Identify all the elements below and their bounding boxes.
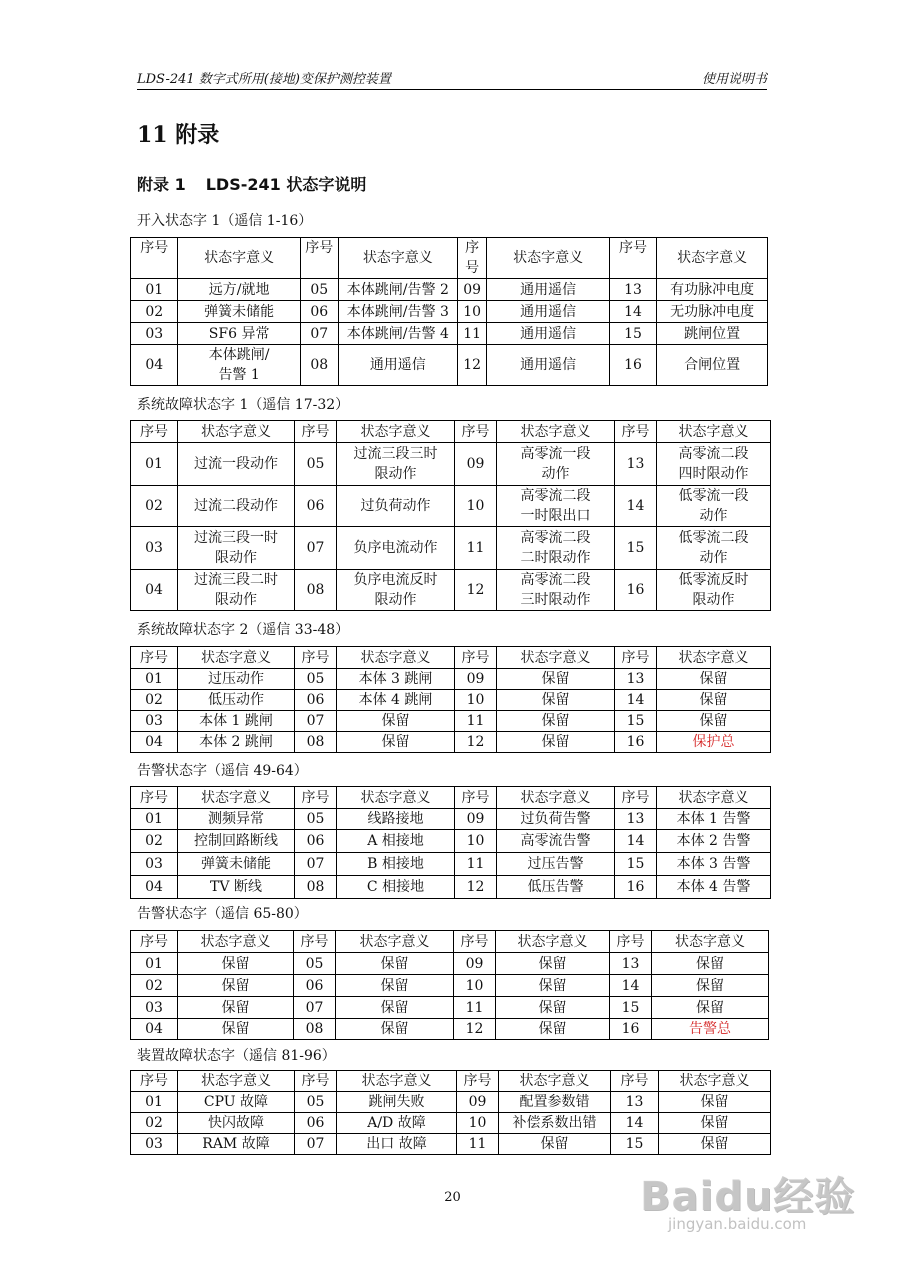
col-header-no: 序号	[295, 647, 337, 669]
col-header-meaning: 状态字意义	[487, 238, 609, 279]
watermark-logo: Baidu经验	[640, 1174, 856, 1220]
status-meaning-cell: 过流一段动作	[178, 443, 295, 486]
status-meaning-cell: 高零流二段 三时限动作	[497, 570, 615, 611]
table-caption: 装置故障状态字（遥信 81-96）	[137, 1048, 336, 1064]
status-meaning-cell: 远方/就地	[178, 279, 300, 301]
status-meaning-cell: 保留	[652, 997, 769, 1019]
row-number-cell: 07	[295, 1134, 337, 1155]
row-number-cell: 04	[131, 732, 178, 753]
status-meaning-cell: 负序电流动作	[337, 527, 455, 570]
status-meaning-cell: 本体 2 告警	[657, 830, 771, 853]
status-meaning-cell: RAM 故障	[178, 1134, 295, 1155]
row-number-cell: 09	[457, 279, 487, 301]
status-meaning-cell: 本体跳闸/ 告警 1	[178, 345, 300, 386]
row-number-cell: 07	[300, 323, 338, 345]
row-number-cell: 08	[295, 876, 337, 899]
table-row	[131, 486, 771, 527]
status-meaning-cell: 高零流告警	[497, 830, 615, 853]
status-meaning-cell: 本体 1 跳闸	[178, 711, 295, 732]
table-caption: 开入状态字 1（遥信 1-16）	[137, 213, 313, 229]
row-number-cell: 08	[295, 732, 337, 753]
status-meaning-cell: 合闸位置	[657, 345, 768, 386]
status-meaning-cell: 保留	[497, 690, 615, 711]
status-meaning-cell: 保留	[659, 1113, 771, 1134]
status-meaning-cell: B 相接地	[337, 853, 455, 876]
col-header-meaning: 状态字意义	[178, 787, 295, 809]
col-header-no: 序号	[131, 647, 178, 669]
col-header-no: 序号	[457, 1071, 499, 1092]
table-row	[131, 527, 771, 570]
col-header-no: 序号	[610, 931, 652, 953]
row-number-cell: 10	[454, 975, 496, 997]
status-meaning-cell: 本体跳闸/告警 4	[338, 323, 457, 345]
status-meaning-cell: 补偿系数出错	[499, 1113, 611, 1134]
col-header-no: 序号	[615, 647, 657, 669]
row-number-cell: 07	[295, 711, 337, 732]
appendix-name: LDS-241 状态字说明	[205, 175, 367, 194]
row-number-cell: 13	[615, 669, 657, 690]
row-number-cell: 08	[294, 1019, 336, 1040]
col-header-no: 序号	[615, 421, 657, 443]
status-meaning-cell: 过流三段三时 限动作	[337, 443, 455, 486]
col-header-no: 序号	[131, 931, 178, 953]
status-meaning-cell: 保留	[499, 1134, 611, 1155]
page-number: 20	[444, 1190, 461, 1205]
status-meaning-cell: 通用遥信	[487, 345, 609, 386]
status-meaning-cell: 保留	[657, 690, 771, 711]
status-meaning-cell: 高零流一段 动作	[497, 443, 615, 486]
col-header-no: 序号	[131, 421, 178, 443]
status-meaning-cell: 跳闸失败	[337, 1092, 457, 1113]
row-number-cell: 05	[295, 443, 337, 486]
col-header-meaning: 状态字意义	[178, 421, 295, 443]
status-word-table	[130, 1070, 771, 1155]
col-header-meaning: 状态字意义	[657, 787, 771, 809]
row-number-cell: 02	[131, 301, 178, 323]
status-meaning-cell: 保留	[337, 732, 455, 753]
row-number-cell: 07	[294, 997, 336, 1019]
col-header-meaning: 状态字意义	[657, 647, 771, 669]
col-header-meaning: 状态字意义	[652, 931, 769, 953]
row-number-cell: 04	[131, 876, 178, 899]
col-header-no: 序号	[300, 238, 338, 279]
row-number-cell: 10	[455, 486, 497, 527]
page-header	[137, 64, 767, 90]
table-row	[131, 876, 771, 899]
table-header-row	[131, 787, 771, 809]
row-number-cell: 10	[457, 1113, 499, 1134]
row-number-cell: 02	[131, 830, 178, 853]
row-number-cell: 08	[300, 345, 338, 386]
status-meaning-cell: 跳闸位置	[657, 323, 768, 345]
status-meaning-cell: A 相接地	[337, 830, 455, 853]
row-number-cell: 01	[131, 443, 178, 486]
row-number-cell: 14	[615, 690, 657, 711]
row-number-cell: 05	[295, 669, 337, 690]
row-number-cell: 10	[455, 690, 497, 711]
status-meaning-cell: 保留	[337, 711, 455, 732]
row-number-cell: 06	[295, 486, 337, 527]
status-meaning-cell: 保留	[657, 669, 771, 690]
table-row	[131, 279, 768, 301]
status-meaning-cell: 保留	[178, 953, 294, 975]
status-word-table	[130, 646, 771, 753]
status-meaning-cell: 线路接地	[337, 809, 455, 830]
status-meaning-cell: 保留	[657, 711, 771, 732]
col-header-meaning: 状态字意义	[337, 1071, 457, 1092]
appendix-title	[137, 172, 366, 195]
table-row	[131, 809, 771, 830]
table-header-row	[131, 238, 768, 279]
status-meaning-cell: 过压告警	[497, 853, 615, 876]
row-number-cell: 14	[611, 1113, 659, 1134]
row-number-cell: 15	[615, 527, 657, 570]
row-number-cell: 12	[455, 732, 497, 753]
row-number-cell: 13	[609, 279, 656, 301]
row-number-cell: 08	[295, 570, 337, 611]
col-header-meaning: 状态字意义	[497, 421, 615, 443]
status-meaning-cell: 过负荷告警	[497, 809, 615, 830]
status-meaning-cell: 通用遥信	[487, 323, 609, 345]
row-number-cell: 14	[615, 486, 657, 527]
status-word-table	[130, 420, 771, 611]
table-row	[131, 345, 768, 386]
col-header-no: 序号	[611, 1071, 659, 1092]
table-row	[131, 830, 771, 853]
table-row	[131, 711, 771, 732]
status-meaning-cell: 低压告警	[497, 876, 615, 899]
status-meaning-cell: 低零流一段 动作	[657, 486, 771, 527]
col-header-meaning: 状态字意义	[496, 931, 610, 953]
row-number-cell: 04	[131, 345, 178, 386]
row-number-cell: 02	[131, 975, 178, 997]
row-number-cell: 15	[615, 853, 657, 876]
col-header-no: 序号	[455, 647, 497, 669]
table-row	[131, 732, 771, 753]
status-meaning-cell: 本体 4 告警	[657, 876, 771, 899]
table-caption: 告警状态字（遥信 49-64）	[137, 763, 308, 779]
status-meaning-cell: 保留	[497, 669, 615, 690]
row-number-cell: 02	[131, 690, 178, 711]
status-meaning-cell: 通用遥信	[487, 301, 609, 323]
row-number-cell: 02	[131, 1113, 178, 1134]
row-number-cell: 12	[455, 876, 497, 899]
table-row	[131, 1019, 769, 1040]
row-number-cell: 09	[455, 669, 497, 690]
table-caption: 系统故障状态字 1（遥信 17-32）	[137, 397, 350, 413]
status-meaning-cell: 保留	[336, 975, 454, 997]
col-header-meaning: 状态字意义	[337, 787, 455, 809]
header-manual-label: 使用说明书	[701, 72, 767, 87]
status-meaning-cell: CPU 故障	[178, 1092, 295, 1113]
watermark-url: jingyan.baidu.com	[668, 1215, 807, 1233]
row-number-cell: 05	[295, 1092, 337, 1113]
col-header-meaning: 状态字意义	[178, 1071, 295, 1092]
status-meaning-cell: TV 断线	[178, 876, 295, 899]
row-number-cell: 13	[615, 443, 657, 486]
row-number-cell: 04	[131, 1019, 178, 1040]
row-number-cell: 05	[295, 809, 337, 830]
row-number-cell: 09	[455, 443, 497, 486]
row-number-cell: 02	[131, 486, 178, 527]
table-row	[131, 669, 771, 690]
row-number-cell: 01	[131, 279, 178, 301]
col-header-meaning: 状态字意义	[178, 931, 294, 953]
row-number-cell: 16	[615, 732, 657, 753]
col-header-no: 序号	[131, 1071, 178, 1092]
status-meaning-cell: 告警总	[652, 1019, 769, 1040]
status-meaning-cell: 低压动作	[178, 690, 295, 711]
row-number-cell: 11	[455, 853, 497, 876]
row-number-cell: 07	[295, 853, 337, 876]
status-meaning-cell: 高零流二段 一时限出口	[497, 486, 615, 527]
status-meaning-cell: 通用遥信	[338, 345, 457, 386]
col-header-meaning: 状态字意义	[657, 238, 768, 279]
table-header-row	[131, 931, 769, 953]
col-header-meaning: 状态字意义	[657, 421, 771, 443]
row-number-cell: 11	[455, 527, 497, 570]
status-meaning-cell: 出口 故障	[337, 1134, 457, 1155]
col-header-meaning: 状态字意义	[338, 238, 457, 279]
status-meaning-cell: 保留	[336, 1019, 454, 1040]
row-number-cell: 12	[454, 1019, 496, 1040]
row-number-cell: 09	[455, 809, 497, 830]
row-number-cell: 07	[295, 527, 337, 570]
row-number-cell: 09	[454, 953, 496, 975]
status-meaning-cell: 本体 2 跳闸	[178, 732, 295, 753]
status-meaning-cell: 无功脉冲电度	[657, 301, 768, 323]
table-row	[131, 323, 768, 345]
table-row	[131, 1134, 771, 1155]
row-number-cell: 03	[131, 711, 178, 732]
row-number-cell: 14	[609, 301, 656, 323]
row-number-cell: 11	[457, 323, 487, 345]
status-meaning-cell: 保留	[178, 997, 294, 1019]
status-meaning-cell: 过流三段一时 限动作	[178, 527, 295, 570]
row-number-cell: 01	[131, 1092, 178, 1113]
col-header-no: 序号	[455, 421, 497, 443]
row-number-cell: 13	[610, 953, 652, 975]
row-number-cell: 06	[300, 301, 338, 323]
row-number-cell: 03	[131, 527, 178, 570]
col-header-meaning: 状态字意义	[497, 787, 615, 809]
col-header-no: 序号	[295, 421, 337, 443]
col-header-no: 序号	[615, 787, 657, 809]
row-number-cell: 01	[131, 809, 178, 830]
col-header-no: 序号	[294, 931, 336, 953]
status-meaning-cell: A/D 故障	[337, 1113, 457, 1134]
col-header-meaning: 状态字意义	[499, 1071, 611, 1092]
status-meaning-cell: 快闪故障	[178, 1113, 295, 1134]
status-meaning-cell: 本体 1 告警	[657, 809, 771, 830]
row-number-cell: 10	[455, 830, 497, 853]
table-row	[131, 690, 771, 711]
table-header-row	[131, 421, 771, 443]
col-header-no: 序 号	[457, 238, 487, 279]
row-number-cell: 10	[457, 301, 487, 323]
col-header-no: 序号	[609, 238, 656, 279]
col-header-no: 序号	[295, 1071, 337, 1092]
col-header-meaning: 状态字意义	[659, 1071, 771, 1092]
status-meaning-cell: 保留	[496, 975, 610, 997]
row-number-cell: 05	[294, 953, 336, 975]
status-meaning-cell: C 相接地	[337, 876, 455, 899]
status-word-table	[130, 237, 768, 386]
status-meaning-cell: 高零流二段 二时限动作	[497, 527, 615, 570]
col-header-meaning: 状态字意义	[178, 647, 295, 669]
status-meaning-cell: 本体跳闸/告警 2	[338, 279, 457, 301]
status-meaning-cell: 本体 4 跳闸	[337, 690, 455, 711]
status-meaning-cell: 高零流二段 四时限动作	[657, 443, 771, 486]
status-meaning-cell: 保留	[336, 953, 454, 975]
row-number-cell: 14	[610, 975, 652, 997]
status-meaning-cell: 低零流反时 限动作	[657, 570, 771, 611]
status-meaning-cell: 通用遥信	[487, 279, 609, 301]
col-header-meaning: 状态字意义	[337, 421, 455, 443]
status-meaning-cell: 本体 3 跳闸	[337, 669, 455, 690]
status-meaning-cell: 弹簧未储能	[178, 301, 300, 323]
row-number-cell: 03	[131, 323, 178, 345]
status-meaning-cell: 保留	[497, 711, 615, 732]
header-rule	[137, 89, 767, 90]
table-header-row	[131, 647, 771, 669]
col-header-no: 序号	[454, 931, 496, 953]
status-meaning-cell: 保留	[496, 997, 610, 1019]
watermark	[640, 1165, 870, 1245]
table-row	[131, 1092, 771, 1113]
col-header-no: 序号	[455, 787, 497, 809]
col-header-meaning: 状态字意义	[178, 238, 300, 279]
status-meaning-cell: 过流三段二时 限动作	[178, 570, 295, 611]
status-meaning-cell: 保留	[178, 975, 294, 997]
table-caption: 告警状态字（遥信 65-80）	[137, 906, 308, 922]
table-row	[131, 443, 771, 486]
row-number-cell: 05	[300, 279, 338, 301]
status-meaning-cell: 弹簧未储能	[178, 853, 295, 876]
row-number-cell: 11	[455, 711, 497, 732]
row-number-cell: 06	[295, 690, 337, 711]
status-meaning-cell: 保留	[659, 1092, 771, 1113]
table-row	[131, 853, 771, 876]
table-header-row	[131, 1071, 771, 1092]
status-meaning-cell: 低零流二段 动作	[657, 527, 771, 570]
row-number-cell: 16	[610, 1019, 652, 1040]
table-caption: 系统故障状态字 2（遥信 33-48）	[137, 622, 350, 638]
status-meaning-cell: 测频异常	[178, 809, 295, 830]
status-meaning-cell: 保留	[336, 997, 454, 1019]
table-row	[131, 1113, 771, 1134]
row-number-cell: 06	[294, 975, 336, 997]
status-meaning-cell: 过流二段动作	[178, 486, 295, 527]
col-header-no: 序号	[131, 787, 178, 809]
status-meaning-cell: 有功脉冲电度	[657, 279, 768, 301]
row-number-cell: 03	[131, 1134, 178, 1155]
status-word-table	[130, 786, 771, 899]
appendix-number: 附录 1	[137, 175, 186, 194]
table-row	[131, 953, 769, 975]
row-number-cell: 15	[615, 711, 657, 732]
col-header-meaning: 状态字意义	[336, 931, 454, 953]
table-row	[131, 997, 769, 1019]
row-number-cell: 14	[615, 830, 657, 853]
table-row	[131, 301, 768, 323]
row-number-cell: 12	[455, 570, 497, 611]
status-meaning-cell: 配置参数错	[499, 1092, 611, 1113]
status-meaning-cell: SF6 异常	[178, 323, 300, 345]
status-meaning-cell: 保留	[652, 975, 769, 997]
table-row	[131, 570, 771, 611]
status-word-table	[130, 930, 769, 1040]
row-number-cell: 15	[609, 323, 656, 345]
row-number-cell: 11	[454, 997, 496, 1019]
status-meaning-cell: 保留	[178, 1019, 294, 1040]
row-number-cell: 03	[131, 853, 178, 876]
row-number-cell: 06	[295, 830, 337, 853]
col-header-meaning: 状态字意义	[497, 647, 615, 669]
status-meaning-cell: 保留	[496, 1019, 610, 1040]
header-doc-title: LDS-241 数字式所用(接地)变保护测控装置	[137, 72, 391, 87]
status-meaning-cell: 过压动作	[178, 669, 295, 690]
chapter-title: 11 附录	[137, 122, 220, 148]
row-number-cell: 01	[131, 669, 178, 690]
row-number-cell: 06	[295, 1113, 337, 1134]
status-meaning-cell: 保护总	[657, 732, 771, 753]
row-number-cell: 13	[615, 809, 657, 830]
status-meaning-cell: 保留	[659, 1134, 771, 1155]
status-meaning-cell: 控制回路断线	[178, 830, 295, 853]
table-row	[131, 975, 769, 997]
row-number-cell: 01	[131, 953, 178, 975]
col-header-meaning: 状态字意义	[337, 647, 455, 669]
status-meaning-cell: 本体 3 告警	[657, 853, 771, 876]
row-number-cell: 16	[609, 345, 656, 386]
row-number-cell: 15	[610, 997, 652, 1019]
row-number-cell: 16	[615, 570, 657, 611]
col-header-no: 序号	[131, 238, 178, 279]
row-number-cell: 09	[457, 1092, 499, 1113]
status-meaning-cell: 保留	[497, 732, 615, 753]
row-number-cell: 04	[131, 570, 178, 611]
status-meaning-cell: 保留	[652, 953, 769, 975]
status-meaning-cell: 负序电流反时 限动作	[337, 570, 455, 611]
status-meaning-cell: 保留	[496, 953, 610, 975]
row-number-cell: 03	[131, 997, 178, 1019]
row-number-cell: 12	[457, 345, 487, 386]
row-number-cell: 15	[611, 1134, 659, 1155]
status-meaning-cell: 本体跳闸/告警 3	[338, 301, 457, 323]
row-number-cell: 13	[611, 1092, 659, 1113]
row-number-cell: 11	[457, 1134, 499, 1155]
row-number-cell: 16	[615, 876, 657, 899]
status-meaning-cell: 过负荷动作	[337, 486, 455, 527]
col-header-no: 序号	[295, 787, 337, 809]
